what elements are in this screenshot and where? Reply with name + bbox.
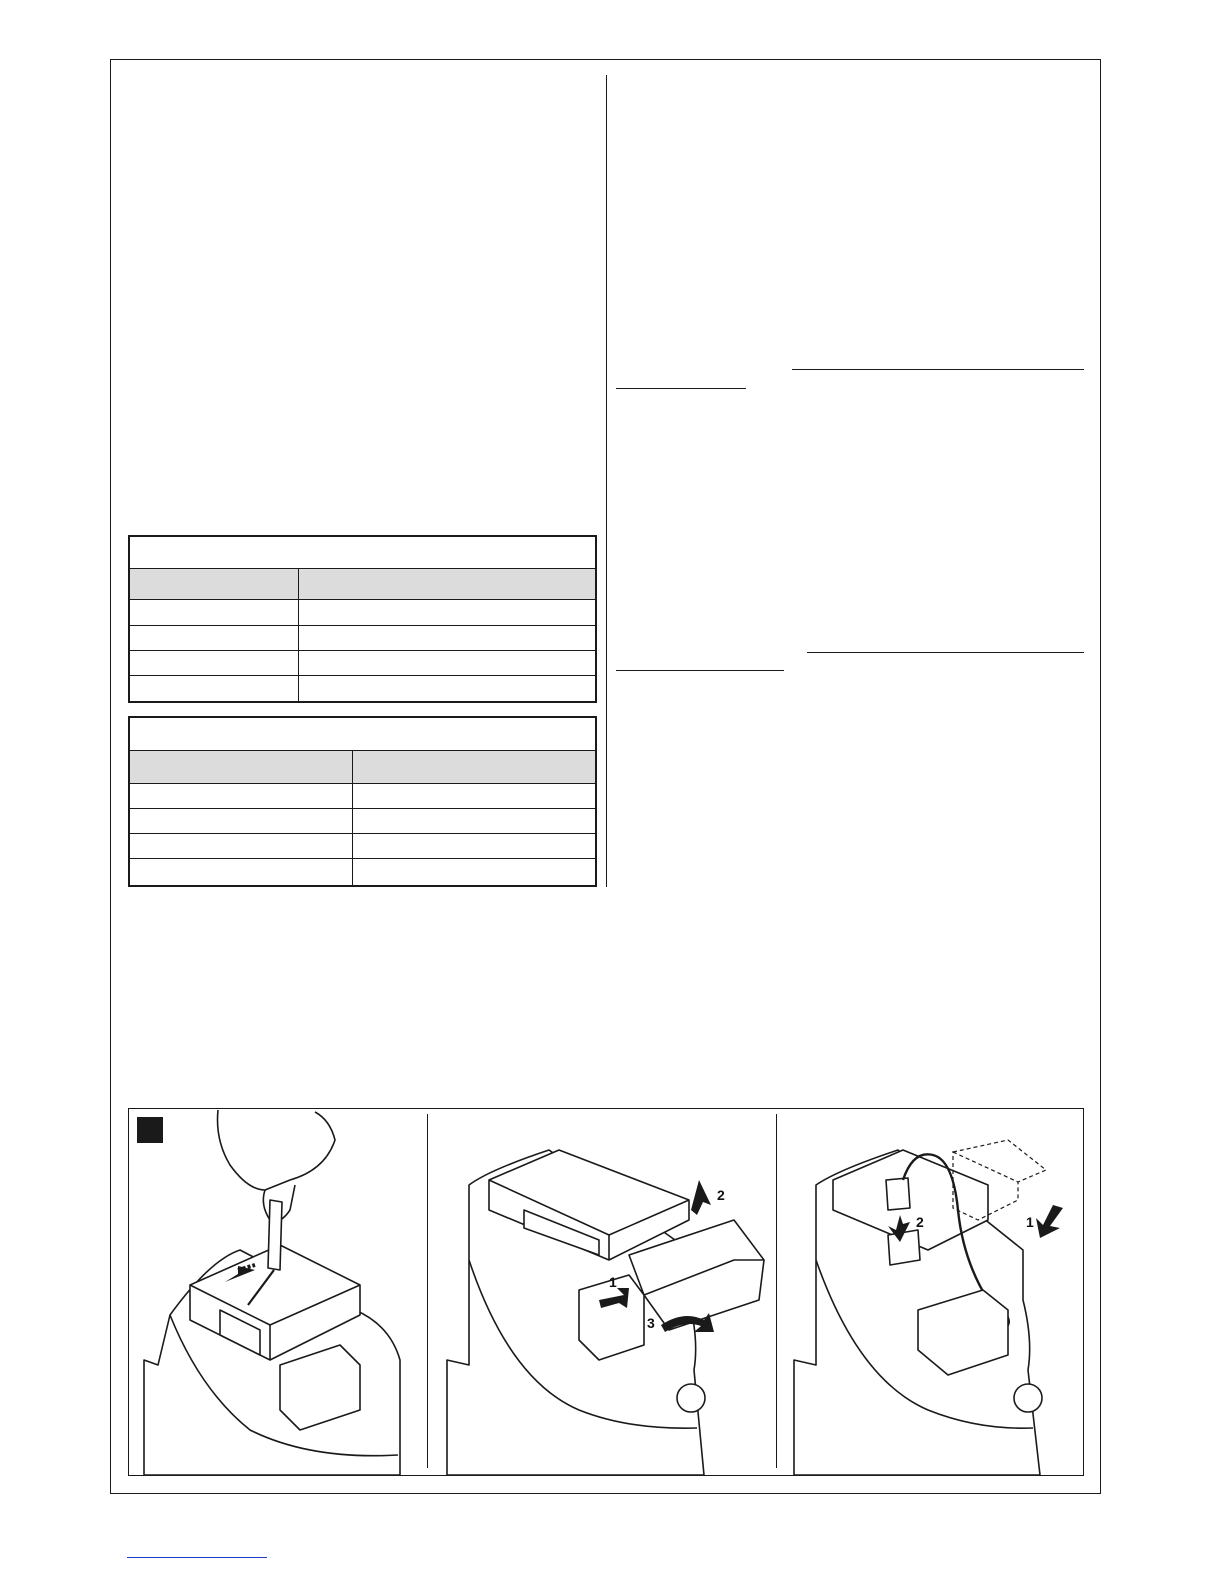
table-cell [129,808,352,833]
table-cell [298,650,596,675]
remove-receiver-illustration [429,1110,775,1475]
underline-rule-2a [807,652,1084,653]
table-header-cell [129,568,298,599]
step-label: 3 [647,1315,655,1331]
step-label: 1 [1026,1214,1034,1230]
connector-plug [886,1178,910,1210]
table-cell [352,783,596,808]
spec-table-1 [128,535,597,703]
step-label: 1 [609,1274,617,1290]
footer-link-underline [127,1557,267,1558]
step-label: 2 [717,1187,725,1203]
hand-outline [218,1110,336,1190]
panel-divider-1 [427,1114,428,1468]
table-header-cell [129,750,352,783]
spec-table-2 [128,716,597,887]
table-cell [129,650,298,675]
connector-socket [888,1230,920,1265]
table-cell [129,625,298,650]
housing-knob [677,1384,705,1412]
table-cell [129,599,298,625]
arrow-down-icon [1036,1205,1063,1238]
panel-divider-2 [776,1114,777,1468]
table-cell [129,858,352,886]
housing-knob [1014,1384,1042,1412]
underline-rule-2b [616,670,784,671]
screwdriver-hand-illustration [130,1110,426,1475]
table-cell [129,675,298,702]
table-header-cell [352,750,596,783]
step-label: 2 [916,1214,924,1230]
table-cell [352,833,596,858]
table-title-cell [129,717,596,750]
column-divider [606,75,607,887]
table-cell [352,808,596,833]
connect-module-illustration [778,1110,1083,1475]
table-cell [298,599,596,625]
table-cell [129,783,352,808]
underline-rule-1b [616,388,746,389]
underline-rule-1a [792,369,1084,370]
table-cell [298,675,596,702]
table-header-cell [298,568,596,599]
table-title-cell [129,536,596,568]
table-cell [129,833,352,858]
table-cell [352,858,596,886]
table-cell [298,625,596,650]
screwdriver-handle [268,1200,282,1270]
arrow-up-icon [691,1180,711,1215]
